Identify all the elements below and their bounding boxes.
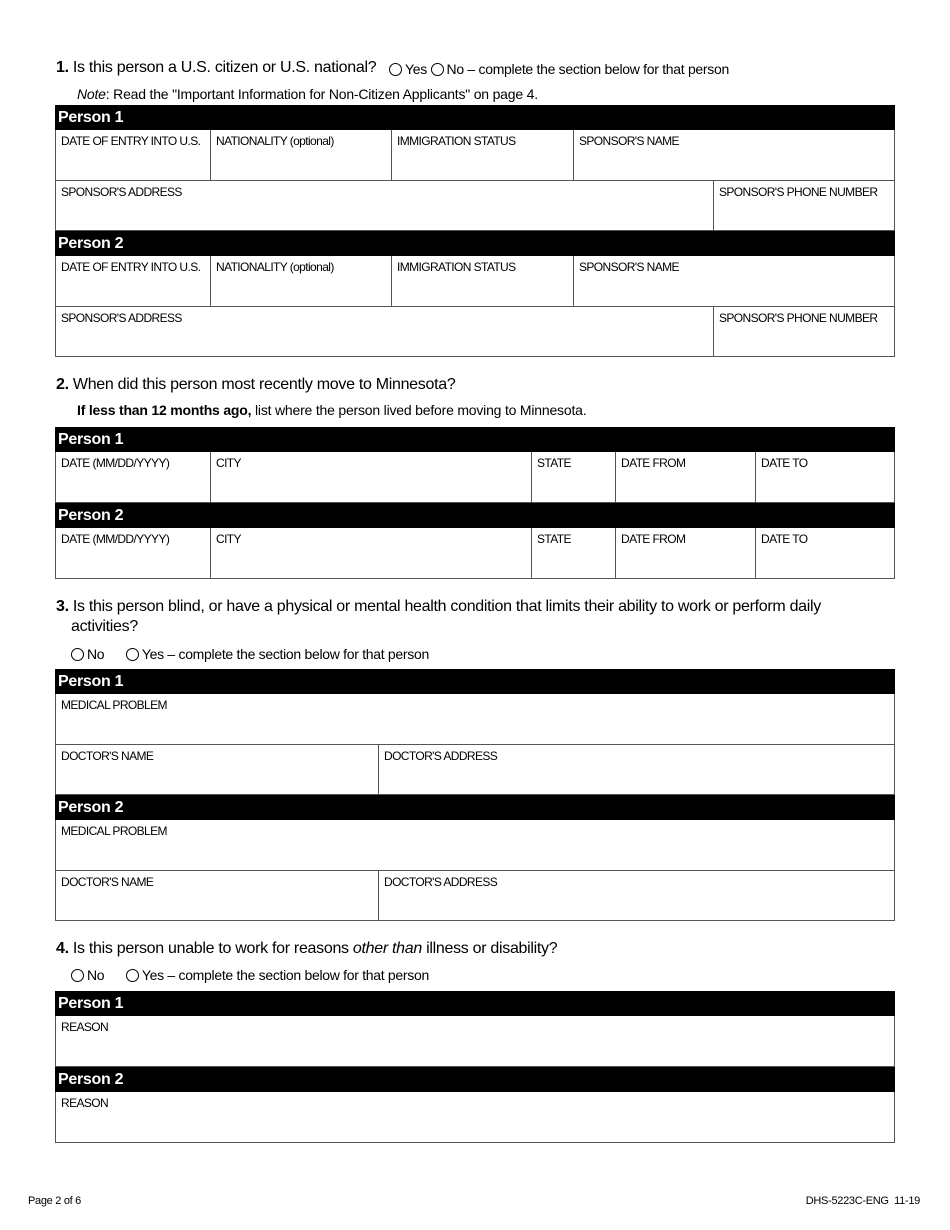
nationality-field[interactable]: NATIONALITY (optional) <box>210 130 391 180</box>
question-text-end: illness or disability? <box>421 940 558 957</box>
date-of-entry-field[interactable]: DATE OF ENTRY INTO U.S. <box>61 134 201 148</box>
question-text: Is this person unable to work for reasons <box>72 940 353 957</box>
question-2 <box>56 375 455 395</box>
reason-field[interactable]: REASON <box>61 1020 109 1034</box>
city-field[interactable]: CITY <box>210 528 531 578</box>
sponsors-name-field[interactable]: SPONSOR'S NAME <box>573 256 894 306</box>
q2-instruction <box>77 401 586 419</box>
q3-person-1-row-2 <box>55 745 895 795</box>
sponsors-address-field[interactable]: SPONSOR'S ADDRESS <box>61 185 182 199</box>
doctors-name-field[interactable]: DOCTOR'S NAME <box>61 749 154 763</box>
question-text: Is this person a U.S. citizen or U.S. national? <box>72 59 377 76</box>
radio-icon[interactable] <box>389 63 402 76</box>
q1-yes-option[interactable]: Yes <box>389 60 427 78</box>
q1-note <box>77 85 538 103</box>
q1-options <box>389 60 729 78</box>
question-4 <box>56 939 557 959</box>
medical-problem-field[interactable]: MEDICAL PROBLEM <box>61 824 167 838</box>
state-field[interactable]: STATE <box>531 452 615 502</box>
question-text: When did this person most recently move to Minnesota? <box>72 376 456 393</box>
instruction-text: list where the person lived before moving to Minnesota. <box>251 402 587 418</box>
q1-person-1-row-2 <box>55 181 895 231</box>
note-label: Note <box>77 86 106 102</box>
date-of-entry-field[interactable]: DATE OF ENTRY INTO U.S. <box>61 260 201 274</box>
q3-person-1-row-1 <box>55 694 895 745</box>
question-number: 4. <box>56 940 69 957</box>
medical-problem-field[interactable]: MEDICAL PROBLEM <box>61 698 167 712</box>
doctors-address-field[interactable]: DOCTOR'S ADDRESS <box>378 871 894 920</box>
question-number: 2. <box>56 376 69 393</box>
doctors-name-field[interactable]: DOCTOR'S NAME <box>61 875 154 889</box>
date-field[interactable]: DATE (MM/DD/YYYY) <box>61 532 170 546</box>
q1-no-option[interactable]: No – complete the section below for that person <box>431 60 729 78</box>
q3-options <box>71 645 429 663</box>
note-text: : Read the "Important Information for Non-Citizen Applicants" on page 4. <box>105 86 538 102</box>
date-from-field[interactable]: DATE FROM <box>615 528 755 578</box>
sponsors-phone-field[interactable]: SPONSOR'S PHONE NUMBER <box>713 181 894 230</box>
radio-icon[interactable] <box>126 969 139 982</box>
radio-icon[interactable] <box>71 648 84 661</box>
q3-person-1-header: Person 1 <box>55 669 895 694</box>
q3-person-2-row-2 <box>55 871 895 921</box>
question-3 <box>56 597 896 637</box>
q3-yes-option[interactable]: Yes – complete the section below for that person <box>126 645 429 663</box>
immigration-status-field[interactable]: IMMIGRATION STATUS <box>391 130 573 180</box>
question-number: 3. <box>56 598 69 615</box>
q1-person-2-row-1 <box>55 256 895 307</box>
city-field[interactable]: CITY <box>210 452 531 502</box>
q4-yes-option[interactable]: Yes – complete the section below for that person <box>126 966 429 984</box>
q1-person-1-row-1 <box>55 130 895 181</box>
question-text-line-1: Is this person blind, or have a physical or mental health condition that limits their ability to work or perform daily <box>72 598 821 615</box>
q1-person-1-header: Person 1 <box>55 105 895 130</box>
doctors-address-field[interactable]: DOCTOR'S ADDRESS <box>378 745 894 794</box>
q3-person-2-row-1 <box>55 820 895 871</box>
form-id: DHS-5223C-ENG 11-19 <box>805 1195 920 1207</box>
q4-person-1-header: Person 1 <box>55 991 895 1016</box>
state-field[interactable]: STATE <box>531 528 615 578</box>
date-to-field[interactable]: DATE TO <box>755 528 894 578</box>
q3-no-option[interactable]: No <box>71 645 104 663</box>
q4-person-2-header: Person 2 <box>55 1067 895 1092</box>
q2-person-1-row <box>55 452 895 503</box>
question-number: 1. <box>56 59 69 76</box>
radio-icon[interactable] <box>126 648 139 661</box>
q2-person-2-header: Person 2 <box>55 503 895 528</box>
q2-person-1-header: Person 1 <box>55 427 895 452</box>
nationality-field[interactable]: NATIONALITY (optional) <box>210 256 391 306</box>
q4-no-option[interactable]: No <box>71 966 104 984</box>
q4-person-2-row <box>55 1092 895 1143</box>
q2-person-2-row <box>55 528 895 579</box>
question-1 <box>56 58 376 78</box>
date-to-field[interactable]: DATE TO <box>755 452 894 502</box>
sponsors-name-field[interactable]: SPONSOR'S NAME <box>573 130 894 180</box>
date-field[interactable]: DATE (MM/DD/YYYY) <box>61 456 170 470</box>
q4-person-1-row <box>55 1016 895 1067</box>
q4-options <box>71 966 429 984</box>
instruction-bold: If less than 12 months ago, <box>77 402 252 418</box>
radio-icon[interactable] <box>71 969 84 982</box>
immigration-status-field[interactable]: IMMIGRATION STATUS <box>391 256 573 306</box>
radio-icon[interactable] <box>431 63 444 76</box>
reason-field[interactable]: REASON <box>61 1096 109 1110</box>
date-from-field[interactable]: DATE FROM <box>615 452 755 502</box>
page-number: Page 2 of 6 <box>28 1195 81 1207</box>
sponsors-address-field[interactable]: SPONSOR'S ADDRESS <box>61 311 182 325</box>
sponsors-phone-field[interactable]: SPONSOR'S PHONE NUMBER <box>713 307 894 356</box>
question-text-line-2: activities? <box>71 618 138 635</box>
question-text-italic: other than <box>352 940 422 957</box>
q1-person-2-header: Person 2 <box>55 231 895 256</box>
q1-person-2-row-2 <box>55 307 895 357</box>
q3-person-2-header: Person 2 <box>55 795 895 820</box>
